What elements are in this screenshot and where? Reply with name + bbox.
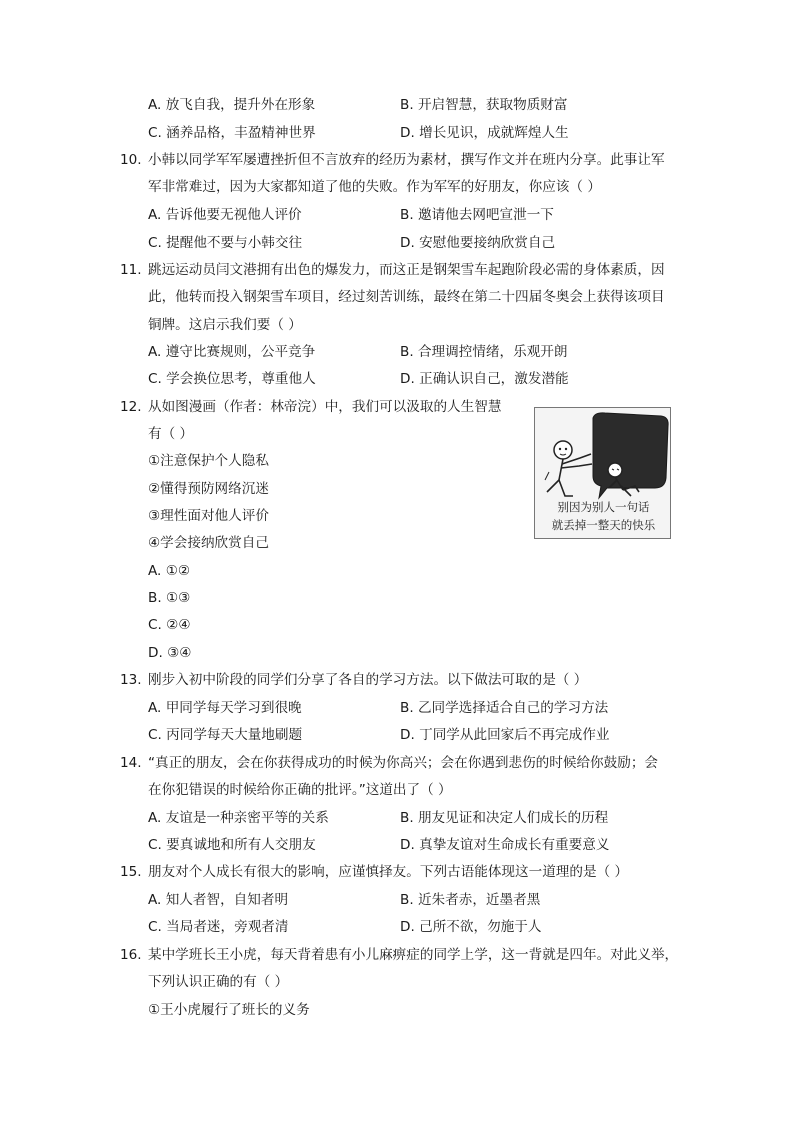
q9-option-b: B. 开启智慧，获取物质财富: [400, 97, 568, 113]
q12-number: 12.: [120, 399, 142, 415]
q12-statement-3: ③理性面对他人评价: [148, 508, 269, 524]
q15-option-a: A. 知人者智，自知者明: [148, 892, 289, 908]
q14-stem-line1: “真正的朋友，会在你获得成功的时候为你高兴；会在你遇到悲伤的时候给你鼓励；会: [148, 755, 659, 771]
q15-option-d: D. 己所不欲，勿施于人: [400, 919, 542, 935]
cartoon-caption-line2: 就丢掉一整天的快乐: [551, 518, 656, 532]
q13-option-c: C. 丙同学每天大量地刷题: [148, 727, 303, 743]
q12-option-d: D. ③④: [148, 645, 192, 661]
q10-option-a: A. 告诉他要无视他人评价: [148, 207, 302, 223]
q16-statement-1: ①王小虎履行了班长的义务: [148, 1002, 310, 1018]
q13-number: 13.: [120, 672, 142, 688]
q12-statement-1: ①注意保护个人隐私: [148, 453, 269, 469]
q11-stem-line2: 此，他转而投入钢架雪车项目，经过刻苦训练，最终在第二十四届冬奥会上获得该项目: [148, 289, 665, 305]
q12-stem-line2: 有（ ）: [148, 426, 194, 442]
q11-option-d: D. 正确认识自己，激发潜能: [400, 371, 569, 387]
q14-option-d: D. 真挚友谊对生命成长有重要意义: [400, 837, 610, 853]
q10-option-c: C. 提醒他不要与小韩交往: [148, 235, 303, 251]
q10-option-d: D. 安慰他要接纳欣赏自己: [400, 235, 556, 251]
q10-stem-line2: 军非常难过，因为大家都知道了他的失败。作为军军的好朋友，你应该（ ）: [148, 179, 601, 195]
q14-number: 14.: [120, 755, 142, 771]
q15-number: 15.: [120, 864, 142, 880]
q10-stem-line1: 小韩以同学军军屡遭挫折但不言放弃的经历为素材，撰写作文并在班内分享。此事让军: [148, 152, 665, 168]
q14-option-b: B. 朋友见证和决定人们成长的历程: [400, 810, 609, 826]
q13-option-a: A. 甲同学每天学习到很晚: [148, 700, 302, 716]
q11-option-b: B. 合理调控情绪，乐观开朗: [400, 344, 568, 360]
q11-stem-line3: 铜牌。这启示我们要（ ）: [148, 317, 302, 333]
q14-stem-line2: 在你犯错误的时候给你正确的批评。”这道出了（ ）: [148, 782, 452, 798]
q12-option-b: B. ①③: [148, 590, 191, 606]
q11-option-c: C. 学会换位思考，尊重他人: [148, 371, 316, 387]
cartoon-caption-line1: 别因为别人一句话: [557, 500, 650, 514]
q10-option-b: B. 邀请他去网吧宣泄一下: [400, 207, 554, 223]
cartoon-illustration: [534, 407, 671, 539]
q9-option-a: A. 放飞自我，提升外在形象: [148, 97, 316, 113]
q12-stem-line1: 从如图漫画（作者：林帝浣）中，我们可以汲取的人生智慧: [148, 399, 502, 415]
q16-stem-line2: 下列认识正确的有（ ）: [148, 974, 289, 990]
q11-option-a: A. 遵守比赛规则，公平竞争: [148, 344, 316, 360]
q10-number: 10.: [120, 152, 142, 168]
q15-option-c: C. 当局者迷，旁观者清: [148, 919, 289, 935]
q13-option-b: B. 乙同学选择适合自己的学习方法: [400, 700, 609, 716]
q15-option-b: B. 近朱者赤，近墨者黑: [400, 892, 541, 908]
q9-option-d: D. 增长见识，成就辉煌人生: [400, 125, 569, 141]
q16-number: 16.: [120, 947, 142, 963]
q16-stem-line1: 某中学班长王小虎，每天背着患有小儿麻痹症的同学上学，这一背就是四年。对此义举，: [148, 947, 679, 963]
q15-stem-line1: 朋友对个人成长有很大的影响，应谨慎择友。下列古语能体现这一道理的是（ ）: [148, 864, 629, 880]
q13-option-d: D. 丁同学从此回家后不再完成作业: [400, 727, 610, 743]
q14-option-a: A. 友谊是一种亲密平等的关系: [148, 810, 329, 826]
q9-option-c: C. 涵养品格，丰盈精神世界: [148, 125, 316, 141]
q12-statement-4: ④学会接纳欣赏自己: [148, 535, 269, 551]
q12-statement-2: ②懂得预防网络沉迷: [148, 481, 269, 497]
q12-option-c: C. ②④: [148, 617, 191, 633]
q11-number: 11.: [120, 262, 142, 278]
q12-option-a: A. ①②: [148, 563, 191, 579]
q11-stem-line1: 跳远运动员闫文港拥有出色的爆发力，而这正是钢架雪车起跑阶段必需的身体素质，因: [148, 262, 665, 278]
q14-option-c: C. 要真诚地和所有人交朋友: [148, 837, 316, 853]
q13-stem-line1: 刚步入初中阶段的同学们分享了各自的学习方法。以下做法可取的是（ ）: [148, 672, 588, 688]
